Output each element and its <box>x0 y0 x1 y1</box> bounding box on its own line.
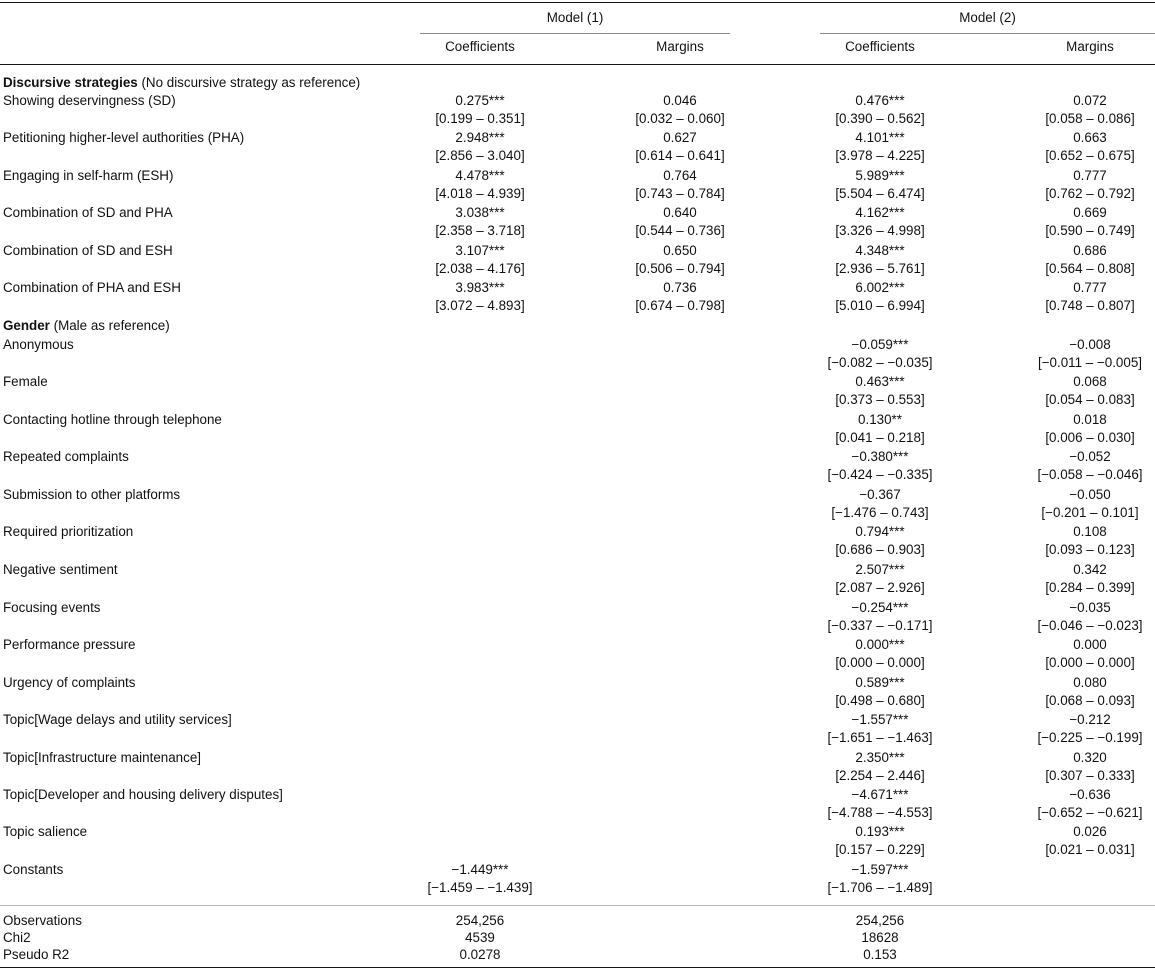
m1-coef-header: Coefficients <box>445 39 515 54</box>
m1-coef-value: 3.038*** <box>455 205 505 220</box>
m2-coef-ci: [2.254 – 2.446] <box>835 768 925 783</box>
section-gender <box>3 318 170 334</box>
row-label: Focusing events <box>3 600 101 615</box>
m1-marg-ci: [0.506 – 0.794] <box>635 261 725 276</box>
m1-coef-value: −1.449*** <box>451 862 509 877</box>
m2-coef-ci: [2.087 – 2.926] <box>835 580 925 595</box>
m2-coef-ci: [−0.424 – −0.335] <box>827 467 933 482</box>
m2-coef-value: 0.589*** <box>855 675 905 690</box>
m2-marg-value: 0.320 <box>1073 750 1107 765</box>
m2-marg-ci: [0.006 – 0.030] <box>1045 430 1135 445</box>
m1-coef-ci: [−1.459 – −1.439] <box>427 880 533 895</box>
row-label: Engaging in self-harm (ESH) <box>3 168 174 183</box>
row-label: Urgency of complaints <box>3 675 136 690</box>
m2-marg-value: −0.212 <box>1069 712 1111 727</box>
stat-m2-value: 254,256 <box>855 913 905 928</box>
m2-marg-value: 0.669 <box>1073 205 1107 220</box>
m2-marg-ci: [0.058 – 0.086] <box>1045 111 1135 126</box>
m2-marg-ci: [−0.201 – 0.101] <box>1041 505 1139 520</box>
m2-coef-value: 6.002*** <box>855 280 905 295</box>
m2-marg-ci: [0.093 – 0.123] <box>1045 542 1135 557</box>
m2-coef-ci: [3.978 – 4.225] <box>835 148 925 163</box>
m1-coef-ci: [2.358 – 3.718] <box>435 223 525 238</box>
section-gender-note: (Male as reference) <box>49 318 170 333</box>
m2-marg-ci: [0.307 – 0.333] <box>1045 768 1135 783</box>
m1-marg-ci: [0.544 – 0.736] <box>635 223 725 238</box>
m1-coef-ci: [4.018 – 4.939] <box>435 186 525 201</box>
m1-marg-value: 0.627 <box>663 130 697 145</box>
row-label: Combination of PHA and ESH <box>3 280 181 295</box>
row-label: Repeated complaints <box>3 449 129 464</box>
m2-marg-ci: [0.748 – 0.807] <box>1045 298 1135 313</box>
m2-marg-value: −0.050 <box>1069 487 1111 502</box>
m2-marg-value: −0.008 <box>1069 337 1111 352</box>
m2-coef-value: 2.350*** <box>855 750 905 765</box>
m1-coef-value: 4.478*** <box>455 168 505 183</box>
m2-coef-value: 4.162*** <box>855 205 905 220</box>
m2-coef-value: 2.507*** <box>855 562 905 577</box>
section-discursive <box>3 75 360 91</box>
section-gender-title: Gender <box>3 318 50 333</box>
m2-coef-value: −0.380*** <box>851 449 909 464</box>
row-label: Performance pressure <box>3 637 136 652</box>
model2-header: Model (2) <box>959 10 1016 25</box>
row-label: Constants <box>3 862 64 877</box>
m2-coef-header: Coefficients <box>845 39 915 54</box>
section-discursive-title: Discursive strategies <box>3 75 138 90</box>
m2-coef-ci: [−1.651 – −1.463] <box>827 730 933 745</box>
m2-marg-ci: [−0.652 – −0.621] <box>1037 805 1143 820</box>
m1-marg-ci: [0.674 – 0.798] <box>635 298 725 313</box>
row-label: Combination of SD and ESH <box>3 243 173 258</box>
m2-coef-ci: [5.504 – 6.474] <box>835 186 925 201</box>
stat-m1-value: 4539 <box>465 930 495 945</box>
m2-marg-value: 0.072 <box>1073 93 1107 108</box>
m2-marg-ci: [0.590 – 0.749] <box>1045 223 1135 238</box>
m2-coef-ci: [−0.337 – −0.171] <box>827 618 933 633</box>
model2-underline <box>820 33 1155 34</box>
stat-label: Pseudo R2 <box>3 947 70 962</box>
m2-coef-ci: [−1.706 – −1.489] <box>827 880 933 895</box>
m2-marg-ci: [0.284 – 0.399] <box>1045 580 1135 595</box>
m1-marg-value: 0.650 <box>663 243 697 258</box>
m2-marg-ci: [0.068 – 0.093] <box>1045 693 1135 708</box>
stat-m2-value: 0.153 <box>863 947 897 962</box>
m2-coef-value: 4.101*** <box>855 130 905 145</box>
row-label: Topic[Infrastructure maintenance] <box>3 750 201 765</box>
m2-marg-value: 0.777 <box>1073 280 1107 295</box>
m1-marg-ci: [0.743 – 0.784] <box>635 186 725 201</box>
m2-coef-ci: [−0.082 – −0.035] <box>827 355 933 370</box>
m1-coef-value: 3.107*** <box>455 243 505 258</box>
m1-coef-ci: [0.199 – 0.351] <box>435 111 525 126</box>
m2-coef-ci: [2.936 – 5.761] <box>835 261 925 276</box>
m2-coef-ci: [−1.476 – 0.743] <box>831 505 929 520</box>
model1-header: Model (1) <box>546 10 604 25</box>
m1-coef-ci: [3.072 – 4.893] <box>435 298 525 313</box>
m2-coef-value: −1.597*** <box>851 862 909 877</box>
m2-coef-ci: [0.686 – 0.903] <box>835 542 925 557</box>
m2-marg-value: 0.080 <box>1073 675 1107 690</box>
m2-marg-ci: [−0.058 – −0.046] <box>1037 467 1143 482</box>
m1-margins-header: Margins <box>656 39 704 54</box>
m1-coef-ci: [2.856 – 3.040] <box>435 148 525 163</box>
m2-marg-value: −0.035 <box>1069 600 1111 615</box>
row-label: Contacting hotline through telephone <box>3 412 222 427</box>
m2-coef-ci: [0.498 – 0.680] <box>835 693 925 708</box>
m2-coef-ci: [0.157 – 0.229] <box>835 842 925 857</box>
m1-marg-value: 0.736 <box>663 280 697 295</box>
model1-underline <box>420 33 730 34</box>
m2-marg-value: 0.686 <box>1073 243 1107 258</box>
header-rule <box>0 64 1155 65</box>
m2-marg-ci: [0.054 – 0.083] <box>1045 392 1135 407</box>
m1-marg-value: 0.764 <box>663 168 697 183</box>
m2-coef-value: 0.794*** <box>855 524 905 539</box>
m1-coef-ci: [2.038 – 4.176] <box>435 261 525 276</box>
row-label: Negative sentiment <box>3 562 118 577</box>
m2-coef-value: 5.989*** <box>855 168 905 183</box>
row-label: Combination of SD and PHA <box>3 205 173 220</box>
m1-marg-ci: [0.614 – 0.641] <box>635 148 725 163</box>
m2-coef-value: −0.367 <box>859 487 901 502</box>
m2-coef-value: −1.557*** <box>851 712 909 727</box>
m2-coef-value: −0.059*** <box>851 337 909 352</box>
m2-marg-ci: [0.000 – 0.000] <box>1045 655 1135 670</box>
m2-marg-ci: [−0.011 – −0.005] <box>1038 355 1142 370</box>
stat-label: Observations <box>3 913 82 928</box>
m2-coef-ci: [0.390 – 0.562] <box>835 111 925 126</box>
m2-marg-ci: [0.021 – 0.031] <box>1045 842 1135 857</box>
row-label: Required prioritization <box>3 524 134 539</box>
m2-coef-value: 4.348*** <box>855 243 905 258</box>
row-label: Topic salience <box>3 824 88 839</box>
m2-marg-value: 0.000 <box>1073 637 1107 652</box>
m2-coef-value: 0.476*** <box>855 93 905 108</box>
m1-marg-value: 0.640 <box>663 205 697 220</box>
m2-marg-value: 0.026 <box>1073 824 1107 839</box>
m2-coef-value: −4.671*** <box>851 787 909 802</box>
m2-marg-value: 0.777 <box>1073 168 1107 183</box>
m2-marg-value: 0.663 <box>1073 130 1107 145</box>
stat-label: Chi2 <box>3 930 31 945</box>
stat-m1-value: 254,256 <box>455 913 505 928</box>
m2-marg-value: 0.068 <box>1073 374 1107 389</box>
m1-marg-ci: [0.032 – 0.060] <box>635 111 725 126</box>
top-rule <box>0 2 1155 3</box>
m2-marg-ci: [0.564 – 0.808] <box>1045 261 1135 276</box>
row-label: Topic[Wage delays and utility services] <box>3 712 232 727</box>
m2-coef-ci: [−4.788 – −4.553] <box>827 805 933 820</box>
m2-coef-value: 0.463*** <box>855 374 905 389</box>
m2-marg-ci: [−0.046 – −0.023] <box>1037 618 1143 633</box>
m2-coef-ci: [3.326 – 4.998] <box>835 223 925 238</box>
stat-m2-value: 18628 <box>861 930 899 945</box>
m1-coef-value: 0.275*** <box>455 93 505 108</box>
row-label: Petitioning higher-level authorities (PHA) <box>3 130 245 145</box>
m2-coef-ci: [0.041 – 0.218] <box>835 430 925 445</box>
m2-coef-ci: [0.373 – 0.553] <box>835 392 925 407</box>
m2-marg-value: −0.052 <box>1069 449 1111 464</box>
m2-coef-value: 0.193*** <box>855 824 905 839</box>
row-label: Topic[Developer and housing delivery disputes] <box>3 787 283 802</box>
section-discursive-note: (No discursive strategy as reference) <box>137 75 361 90</box>
m2-coef-value: −0.254*** <box>851 600 909 615</box>
m2-coef-ci: [0.000 – 0.000] <box>835 655 925 670</box>
m2-marg-ci: [0.762 – 0.792] <box>1045 186 1135 201</box>
m1-marg-value: 0.046 <box>663 93 697 108</box>
row-label: Female <box>3 374 48 389</box>
m2-coef-ci: [5.010 – 6.994] <box>835 298 925 313</box>
row-label: Anonymous <box>3 337 74 352</box>
m2-marg-value: 0.018 <box>1073 412 1107 427</box>
m2-marg-value: −0.636 <box>1069 787 1111 802</box>
m2-coef-value: 0.130** <box>858 412 902 427</box>
row-label: Showing deservingness (SD) <box>3 93 176 108</box>
bottom-rule <box>0 967 1155 968</box>
stats-rule <box>0 905 1155 906</box>
m2-coef-value: 0.000*** <box>855 637 905 652</box>
stat-m1-value: 0.0278 <box>459 947 501 962</box>
m2-marg-ci: [−0.225 – −0.199] <box>1037 730 1143 745</box>
m2-marg-value: 0.108 <box>1073 524 1107 539</box>
row-label: Submission to other platforms <box>3 487 181 502</box>
m1-coef-value: 3.983*** <box>455 280 505 295</box>
m2-marg-value: 0.342 <box>1073 562 1107 577</box>
m2-marg-ci: [0.652 – 0.675] <box>1045 148 1135 163</box>
m1-coef-value: 2.948*** <box>455 130 505 145</box>
m2-margins-header: Margins <box>1066 39 1114 54</box>
